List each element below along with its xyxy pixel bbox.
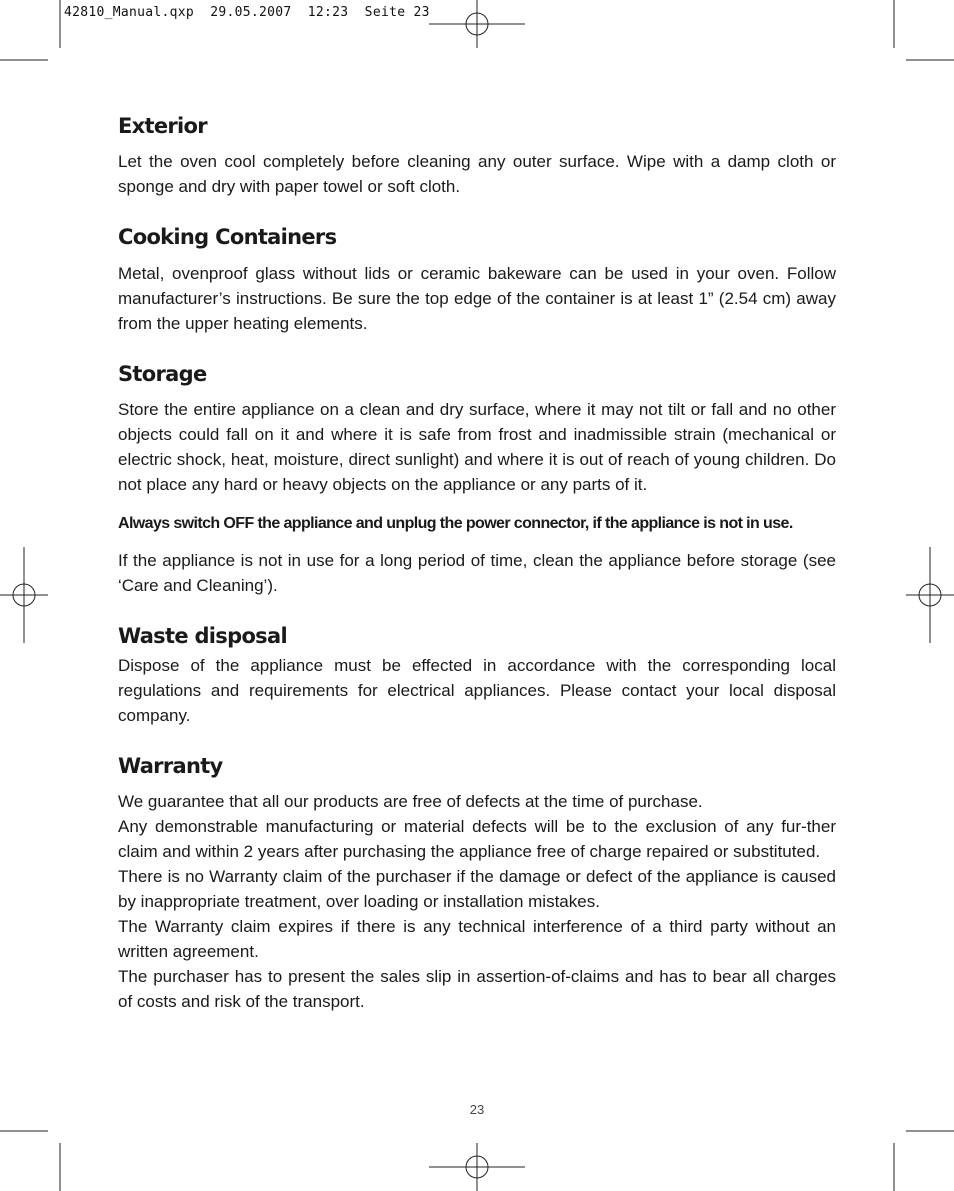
registration-mark-bottom (429, 1143, 525, 1191)
page-content (118, 113, 836, 1039)
paragraph-waste-disposal: Dispose of the appliance must be effected in accordance with the corresponding local regulations and requirements for electrical appliances. Please contact your local disposal company. (118, 656, 836, 726)
paragraph-exterior: Let the oven cool completely before cleaning any outer surface. Wipe with a damp cloth or sponge and dry with paper towel or soft cloth. (118, 152, 836, 197)
section-waste-disposal (118, 623, 836, 728)
print-slug: 42810_Manual.qxp 29.05.2007 12:23 Seite 23 (64, 5, 430, 20)
page-number: 23 (469, 1102, 485, 1117)
heading-cooking-containers: Cooking Containers (118, 225, 337, 250)
paragraph-storage: Store the entire appliance on a clean and dry surface, where it may not tilt or fall and no other objects could fall on it and where it is safe from frost and inadmissible strain (mechanical or electric shock, heat, moisture, direct sunlight) and where it is out of reach of young children. Do not place any hard or heavy objects on the appliance or any parts of it. (118, 399, 836, 494)
storage-warning: Always switch OFF the appliance and unplug the power connector, if the appliance is not in use. (118, 514, 793, 532)
registration-mark-right (906, 547, 954, 643)
paragraph-warranty-3: There is no Warranty claim of the purchaser if the damage or defect of the appliance is caused by inappropriate treatment, over loading or installation mistakes. (118, 867, 836, 912)
registration-mark-left (0, 547, 48, 643)
paragraph-warranty-2: Any demonstrable manufacturing or material defects will be to the exclusion of any fur-ther claim and within 2 years after purchasing the appliance free of charge repaired or substituted. (118, 817, 836, 862)
paragraph-warranty-4: The Warranty claim expires if there is any technical interference of a third party without an written agreement. (118, 917, 836, 962)
heading-warranty: Warranty (118, 754, 223, 779)
heading-exterior: Exterior (118, 114, 207, 138)
paragraph-storage-long-period: If the appliance is not in use for a long period of time, clean the appliance before storage (see ‘Care and Cleaning’). (118, 550, 836, 595)
paragraph-warranty-5: The purchaser has to present the sales slip in assertion-of-claims and has to bear all charges of costs and risk of the transport. (118, 967, 836, 1012)
section-exterior (118, 113, 836, 199)
section-cooking-containers (118, 224, 836, 335)
heading-waste-disposal: Waste disposal (118, 623, 287, 648)
section-warranty (118, 753, 836, 1014)
registration-mark-top (429, 0, 525, 48)
paragraph-cooking-containers: Metal, ovenproof glass without lids or ceramic bakeware can be used in your oven. Follow manufacturer’s instructions. Be sure the top edge of the container is at least 1” (2.54 cm) away from the upper heating elements. (118, 263, 836, 333)
section-storage (118, 361, 836, 598)
paragraph-warranty-1: We guarantee that all our products are free of defects at the time of purchase. (118, 792, 703, 812)
heading-storage: Storage (118, 361, 207, 386)
